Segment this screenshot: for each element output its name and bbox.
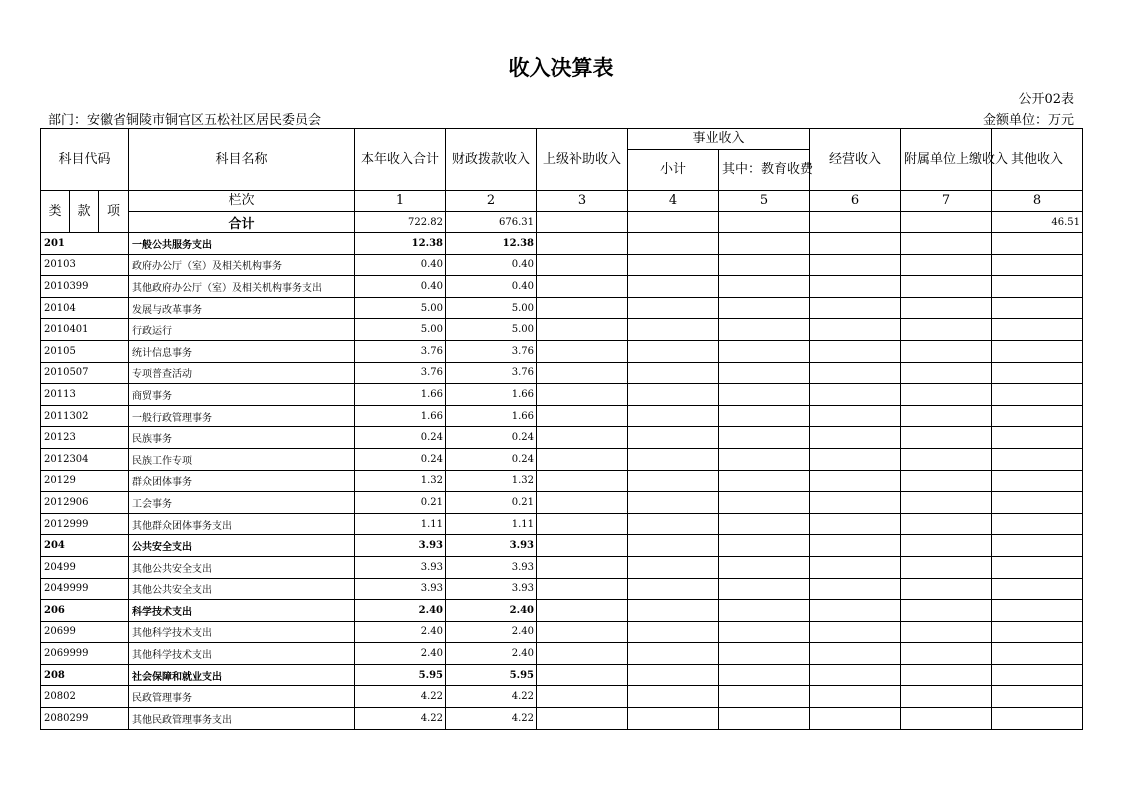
row-operating	[810, 297, 901, 319]
row-name: 科学技术支出	[129, 600, 355, 622]
row-affiliated	[901, 448, 992, 470]
row-affiliated	[901, 276, 992, 298]
row-fiscal: 1.66	[446, 384, 537, 406]
row-operating	[810, 427, 901, 449]
row-other	[992, 319, 1083, 341]
row-operating	[810, 535, 901, 557]
row-name: 行政运行	[129, 319, 355, 341]
header-code: 科目代码	[41, 129, 129, 191]
row-code: 2012999	[41, 513, 129, 535]
row-fiscal: 1.11	[446, 513, 537, 535]
row-subtotal	[628, 708, 719, 730]
table-row	[41, 621, 1083, 643]
row-total-income: 4.22	[355, 686, 446, 708]
row-other	[992, 578, 1083, 600]
row-name: 其他科学技术支出	[129, 643, 355, 665]
row-fiscal: 4.22	[446, 708, 537, 730]
header-kuan: 款	[70, 191, 99, 233]
total-income-value: 722.82	[355, 212, 446, 233]
row-education	[719, 297, 810, 319]
row-subtotal	[628, 535, 719, 557]
row-superior	[537, 427, 628, 449]
row-code: 204	[41, 535, 129, 557]
row-name: 政府办公厅（室）及相关机构事务	[129, 254, 355, 276]
row-operating	[810, 384, 901, 406]
row-superior	[537, 578, 628, 600]
row-education	[719, 233, 810, 255]
row-affiliated	[901, 405, 992, 427]
row-education	[719, 384, 810, 406]
total-operating-value	[810, 212, 901, 233]
row-fiscal: 3.76	[446, 362, 537, 384]
row-superior	[537, 470, 628, 492]
row-code: 2011302	[41, 405, 129, 427]
table-row	[41, 556, 1083, 578]
row-fiscal: 5.95	[446, 664, 537, 686]
header-operating: 经营收入	[810, 129, 901, 191]
income-report-table	[40, 128, 1083, 730]
table-row	[41, 276, 1083, 298]
total-fiscal-value: 676.31	[446, 212, 537, 233]
row-superior	[537, 276, 628, 298]
header-subtotal: 小计	[628, 150, 719, 191]
row-other	[992, 362, 1083, 384]
row-code: 2010507	[41, 362, 129, 384]
row-name: 其他民政管理事务支出	[129, 708, 355, 730]
row-affiliated	[901, 578, 992, 600]
row-superior	[537, 600, 628, 622]
header-superior: 上级补助收入	[537, 129, 628, 191]
row-education	[719, 643, 810, 665]
row-operating	[810, 254, 901, 276]
row-superior	[537, 254, 628, 276]
table-row	[41, 513, 1083, 535]
table-row	[41, 362, 1083, 384]
row-name: 商贸事务	[129, 384, 355, 406]
col-number: 7	[901, 191, 992, 212]
row-operating	[810, 233, 901, 255]
row-code: 20699	[41, 621, 129, 643]
row-superior	[537, 556, 628, 578]
table-row	[41, 664, 1083, 686]
header-lanci: 栏次	[129, 191, 355, 212]
row-affiliated	[901, 319, 992, 341]
table-row	[41, 384, 1083, 406]
row-name: 工会事务	[129, 492, 355, 514]
col-number: 1	[355, 191, 446, 212]
row-other	[992, 276, 1083, 298]
row-name: 一般公共服务支出	[129, 233, 355, 255]
table-row	[41, 427, 1083, 449]
row-other	[992, 535, 1083, 557]
row-subtotal	[628, 233, 719, 255]
row-total-income: 3.76	[355, 362, 446, 384]
row-education	[719, 686, 810, 708]
table-row	[41, 578, 1083, 600]
row-subtotal	[628, 643, 719, 665]
row-other	[992, 492, 1083, 514]
total-other-value: 46.51	[992, 212, 1083, 233]
col-number: 5	[719, 191, 810, 212]
row-superior	[537, 535, 628, 557]
row-education	[719, 578, 810, 600]
row-name: 民政管理事务	[129, 686, 355, 708]
row-total-income: 0.24	[355, 427, 446, 449]
row-affiliated	[901, 535, 992, 557]
row-code: 20105	[41, 340, 129, 362]
table-row	[41, 686, 1083, 708]
row-subtotal	[628, 384, 719, 406]
row-other	[992, 621, 1083, 643]
row-operating	[810, 276, 901, 298]
row-operating	[810, 405, 901, 427]
header-affiliated: 附属单位上缴收入	[901, 129, 992, 191]
row-superior	[537, 708, 628, 730]
row-superior	[537, 686, 628, 708]
header-other: 其他收入	[992, 129, 1083, 191]
row-subtotal	[628, 362, 719, 384]
row-education	[719, 276, 810, 298]
row-operating	[810, 448, 901, 470]
row-fiscal: 1.66	[446, 405, 537, 427]
row-other	[992, 600, 1083, 622]
row-operating	[810, 556, 901, 578]
amount-unit-label: 金额单位：万元	[982, 113, 1074, 128]
row-total-income: 2.40	[355, 621, 446, 643]
row-subtotal	[628, 556, 719, 578]
row-affiliated	[901, 427, 992, 449]
table-row	[41, 254, 1083, 276]
row-education	[719, 600, 810, 622]
row-total-income: 1.32	[355, 470, 446, 492]
row-code: 20129	[41, 470, 129, 492]
row-code: 2080299	[41, 708, 129, 730]
row-education	[719, 708, 810, 730]
total-superior-value	[537, 212, 628, 233]
row-affiliated	[901, 708, 992, 730]
col-number: 2	[446, 191, 537, 212]
row-other	[992, 297, 1083, 319]
row-total-income: 5.00	[355, 297, 446, 319]
row-subtotal	[628, 254, 719, 276]
row-affiliated	[901, 513, 992, 535]
row-subtotal	[628, 578, 719, 600]
table-row	[41, 600, 1083, 622]
row-affiliated	[901, 556, 992, 578]
row-operating	[810, 686, 901, 708]
row-superior	[537, 319, 628, 341]
row-name: 统计信息事务	[129, 340, 355, 362]
row-other	[992, 643, 1083, 665]
row-fiscal: 0.24	[446, 448, 537, 470]
row-name: 一般行政管理事务	[129, 405, 355, 427]
row-education	[719, 319, 810, 341]
row-education	[719, 492, 810, 514]
row-superior	[537, 643, 628, 665]
row-other	[992, 470, 1083, 492]
row-affiliated	[901, 664, 992, 686]
row-affiliated	[901, 686, 992, 708]
row-affiliated	[901, 470, 992, 492]
row-code: 201	[41, 233, 129, 255]
row-name: 民族事务	[129, 427, 355, 449]
row-other	[992, 427, 1083, 449]
form-number: 公开02表	[1018, 92, 1074, 107]
row-fiscal: 3.93	[446, 535, 537, 557]
col-number: 3	[537, 191, 628, 212]
header-business: 事业收入	[628, 129, 810, 150]
row-subtotal	[628, 405, 719, 427]
row-name: 其他公共安全支出	[129, 556, 355, 578]
row-education	[719, 556, 810, 578]
row-operating	[810, 319, 901, 341]
row-total-income: 0.21	[355, 492, 446, 514]
row-total-income: 5.95	[355, 664, 446, 686]
row-superior	[537, 405, 628, 427]
row-affiliated	[901, 254, 992, 276]
row-operating	[810, 492, 901, 514]
row-code: 20103	[41, 254, 129, 276]
row-education	[719, 470, 810, 492]
row-operating	[810, 708, 901, 730]
row-affiliated	[901, 600, 992, 622]
row-superior	[537, 297, 628, 319]
header-name: 科目名称	[129, 129, 355, 191]
row-fiscal: 3.76	[446, 340, 537, 362]
row-subtotal	[628, 276, 719, 298]
row-operating	[810, 513, 901, 535]
row-code: 20499	[41, 556, 129, 578]
row-total-income: 3.76	[355, 340, 446, 362]
total-row	[41, 212, 1083, 233]
row-affiliated	[901, 492, 992, 514]
row-total-income: 4.22	[355, 708, 446, 730]
table-row	[41, 340, 1083, 362]
row-affiliated	[901, 621, 992, 643]
row-education	[719, 535, 810, 557]
total-label: 合计	[129, 212, 355, 233]
table-row	[41, 708, 1083, 730]
row-subtotal	[628, 319, 719, 341]
row-total-income: 0.40	[355, 276, 446, 298]
row-fiscal: 3.93	[446, 578, 537, 600]
row-other	[992, 664, 1083, 686]
row-other	[992, 340, 1083, 362]
report-title: 收入决算表	[508, 56, 614, 80]
row-operating	[810, 578, 901, 600]
row-affiliated	[901, 233, 992, 255]
row-fiscal: 5.00	[446, 319, 537, 341]
row-operating	[810, 621, 901, 643]
row-fiscal: 12.38	[446, 233, 537, 255]
row-education	[719, 362, 810, 384]
table-row	[41, 643, 1083, 665]
table-row	[41, 492, 1083, 514]
row-code: 206	[41, 600, 129, 622]
row-name: 专项普查活动	[129, 362, 355, 384]
row-name: 公共安全支出	[129, 535, 355, 557]
row-other	[992, 254, 1083, 276]
total-education-value	[719, 212, 810, 233]
row-operating	[810, 600, 901, 622]
row-subtotal	[628, 448, 719, 470]
row-total-income: 3.93	[355, 535, 446, 557]
total-subtotal-value	[628, 212, 719, 233]
header-education: 其中：教育收费	[719, 150, 810, 191]
row-fiscal: 2.40	[446, 643, 537, 665]
row-code: 20104	[41, 297, 129, 319]
row-code: 208	[41, 664, 129, 686]
row-code: 2012906	[41, 492, 129, 514]
row-name: 其他政府办公厅（室）及相关机构事务支出	[129, 276, 355, 298]
row-superior	[537, 233, 628, 255]
row-name: 其他群众团体事务支出	[129, 513, 355, 535]
row-total-income: 0.40	[355, 254, 446, 276]
row-operating	[810, 470, 901, 492]
row-code: 2069999	[41, 643, 129, 665]
row-total-income: 0.24	[355, 448, 446, 470]
department-label: 部门：安徽省铜陵市铜官区五松社区居民委员会	[48, 113, 322, 128]
row-affiliated	[901, 297, 992, 319]
row-other	[992, 708, 1083, 730]
table-row	[41, 470, 1083, 492]
row-fiscal: 2.40	[446, 600, 537, 622]
row-other	[992, 513, 1083, 535]
row-education	[719, 664, 810, 686]
row-education	[719, 405, 810, 427]
row-total-income: 3.93	[355, 556, 446, 578]
row-other	[992, 233, 1083, 255]
row-fiscal: 2.40	[446, 621, 537, 643]
row-subtotal	[628, 492, 719, 514]
row-affiliated	[901, 384, 992, 406]
row-total-income: 1.11	[355, 513, 446, 535]
row-subtotal	[628, 600, 719, 622]
row-subtotal	[628, 297, 719, 319]
row-name: 社会保障和就业支出	[129, 664, 355, 686]
row-name: 发展与改革事务	[129, 297, 355, 319]
row-other	[992, 405, 1083, 427]
table-row	[41, 297, 1083, 319]
table-row	[41, 535, 1083, 557]
header-fiscal: 财政拨款收入	[446, 129, 537, 191]
row-subtotal	[628, 686, 719, 708]
table-row	[41, 405, 1083, 427]
row-operating	[810, 643, 901, 665]
row-superior	[537, 384, 628, 406]
row-education	[719, 427, 810, 449]
row-education	[719, 340, 810, 362]
row-superior	[537, 513, 628, 535]
row-fiscal: 3.93	[446, 556, 537, 578]
total-affiliated-value	[901, 212, 992, 233]
row-total-income: 1.66	[355, 405, 446, 427]
row-code: 20113	[41, 384, 129, 406]
table-row	[41, 448, 1083, 470]
row-other	[992, 448, 1083, 470]
header-total-income: 本年收入合计	[355, 129, 446, 191]
row-name: 其他科学技术支出	[129, 621, 355, 643]
row-name: 其他公共安全支出	[129, 578, 355, 600]
row-total-income: 2.40	[355, 600, 446, 622]
row-code: 2010401	[41, 319, 129, 341]
row-fiscal: 0.40	[446, 254, 537, 276]
row-education	[719, 448, 810, 470]
row-affiliated	[901, 340, 992, 362]
row-subtotal	[628, 427, 719, 449]
row-total-income: 5.00	[355, 319, 446, 341]
row-subtotal	[628, 470, 719, 492]
row-name: 民族工作专项	[129, 448, 355, 470]
col-number: 6	[810, 191, 901, 212]
row-affiliated	[901, 362, 992, 384]
row-subtotal	[628, 513, 719, 535]
col-number: 4	[628, 191, 719, 212]
header-xiang: 项	[99, 191, 129, 233]
row-superior	[537, 448, 628, 470]
row-other	[992, 384, 1083, 406]
row-other	[992, 686, 1083, 708]
row-fiscal: 0.21	[446, 492, 537, 514]
row-education	[719, 513, 810, 535]
row-superior	[537, 362, 628, 384]
row-education	[719, 254, 810, 276]
row-fiscal: 0.24	[446, 427, 537, 449]
row-total-income: 1.66	[355, 384, 446, 406]
column-number-row	[41, 191, 1083, 212]
row-operating	[810, 664, 901, 686]
table-row	[41, 319, 1083, 341]
row-subtotal	[628, 340, 719, 362]
row-code: 20123	[41, 427, 129, 449]
row-subtotal	[628, 664, 719, 686]
row-education	[719, 621, 810, 643]
row-code: 2012304	[41, 448, 129, 470]
row-fiscal: 5.00	[446, 297, 537, 319]
row-superior	[537, 340, 628, 362]
col-number: 8	[992, 191, 1083, 212]
row-code: 20802	[41, 686, 129, 708]
table-row	[41, 233, 1083, 255]
row-name: 群众团体事务	[129, 470, 355, 492]
row-subtotal	[628, 621, 719, 643]
row-total-income: 2.40	[355, 643, 446, 665]
header-lei: 类	[41, 191, 70, 233]
row-affiliated	[901, 643, 992, 665]
row-superior	[537, 621, 628, 643]
row-operating	[810, 340, 901, 362]
row-fiscal: 0.40	[446, 276, 537, 298]
row-operating	[810, 362, 901, 384]
row-total-income: 12.38	[355, 233, 446, 255]
row-total-income: 3.93	[355, 578, 446, 600]
row-code: 2010399	[41, 276, 129, 298]
row-code: 2049999	[41, 578, 129, 600]
row-superior	[537, 664, 628, 686]
row-superior	[537, 492, 628, 514]
row-fiscal: 4.22	[446, 686, 537, 708]
row-fiscal: 1.32	[446, 470, 537, 492]
row-other	[992, 556, 1083, 578]
header-row-top	[41, 129, 1083, 150]
